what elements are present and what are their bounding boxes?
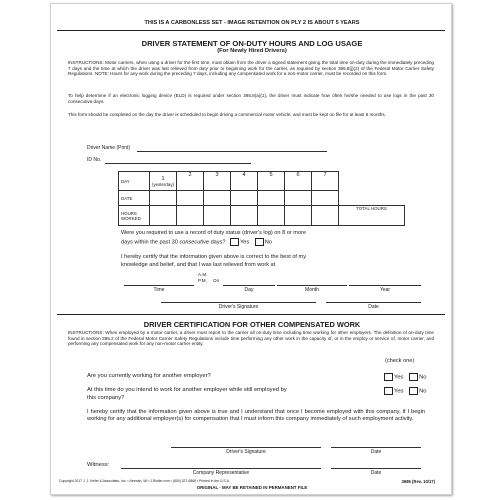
q1-no-label: No [419, 374, 427, 381]
check-one-label: (check one) [385, 358, 415, 364]
driver-signature-line-2[interactable] [171, 447, 321, 448]
witness-label: Witness: [87, 462, 110, 468]
section2-certify: I hereby certify that the information given above is true and I understand that once I become employed with this company, if I begin working for any additional employer(s) for compensation that I must inform this company immediately of such employment activity. [87, 409, 425, 423]
table-spacer [339, 191, 405, 206]
id-no-field[interactable] [105, 163, 251, 164]
date-cell[interactable] [258, 191, 285, 206]
driver-signature-label-1: Driver's Signature [218, 304, 259, 310]
form-number: 3686 (Rev. 10/17) [401, 479, 435, 484]
date-label-3: Date [370, 470, 382, 476]
day-label-2: Day [244, 287, 254, 293]
instructions-paragraph: INSTRUCTIONS: Motor carriers, when using a driver for the first time, must obtain from the driver a signed statement giving the total time on-duty during the immediately preceding 7 days and the time at which the driver was last relieved from duty prior to beginning work for the carrier, as required by section 395.8(j)(2) of the Federal Motor Carrier Safety Regulations. NOTE: Hours for any work during the preceding 7 days, including any compensated work for a non-motor carrier, must be recorded on this form. [68, 60, 434, 77]
day-7-header: 7 [312, 172, 339, 191]
certify-line-1: I hereby certify that the information given above is correct to the best of my [121, 254, 306, 260]
log-no-label: No [264, 239, 272, 246]
month-field[interactable] [277, 285, 347, 286]
question-intend-line-2: this company? [87, 395, 125, 401]
log-question-line-2: days within the past 30 consecutive days? Yes No [121, 239, 272, 246]
question-intend-line-1: At this time do you intend to work for another employer while still employed by [87, 387, 287, 393]
driver-name-field[interactable] [137, 151, 327, 152]
table-spacer [339, 172, 405, 191]
q1-yes-checkbox[interactable] [384, 373, 393, 381]
day-5-header: 5 [258, 172, 285, 191]
completion-paragraph: This form should be completed on the day the driver is scheduled to begin driving a commercial motor vehicle, and must be kept on file for at least 6 months. [68, 112, 386, 117]
section-rule [57, 314, 445, 315]
total-hours-label: TOTAL HOURS [356, 206, 387, 211]
total-hours-cell[interactable] [339, 206, 405, 226]
day-4-header: 4 [231, 172, 258, 191]
year-field[interactable] [349, 285, 421, 286]
driver-signature-line-1[interactable] [161, 302, 316, 303]
top-rule [57, 30, 445, 31]
q2-no-checkbox[interactable] [409, 387, 418, 395]
q2-yes-label: Yes [394, 388, 404, 395]
date-label-1: Date [368, 304, 379, 310]
day-1-header: 1 (yesterday) [150, 172, 177, 191]
time-field[interactable] [124, 285, 194, 286]
form-sheet [50, 3, 452, 495]
driver-signature-label-2: Driver's Signature [226, 449, 266, 455]
log-no-checkbox[interactable] [255, 238, 264, 246]
pm-label: P.M. [198, 278, 207, 283]
date-cell[interactable] [177, 191, 204, 206]
time-label: Time [153, 287, 165, 293]
q1-yes-label: Yes [394, 374, 404, 381]
date-cell[interactable] [312, 191, 339, 206]
hours-worked-label: HOURS WORKED [119, 206, 150, 226]
question-current-employer: Are you currently working for another employer? [87, 373, 211, 379]
log-yes-label: Yes [240, 239, 250, 246]
log-question-line-1: Were you required to use a record of duty status (driver's log) on 8 or more [121, 230, 307, 236]
copyright-text: Copyright 2017 J. J. Keller & Associates, Inc. • Neenah, WI • JJKeller.com • (800) 327-6868 • Printed in the U.S.A. [59, 479, 230, 483]
company-rep-label: Company Representative [192, 470, 250, 476]
date-label: DATE [119, 191, 150, 206]
company-rep-line[interactable] [121, 468, 321, 469]
driver-name-label: Driver Name (Print) [87, 145, 131, 151]
year-label: Year [379, 287, 391, 293]
id-no-label: ID No. [87, 157, 102, 163]
section2-instructions: INSTRUCTIONS: When employed by a motor carrier, a driver must report to the carrier all on-duty time including time working for other employers. The definition of on-duty time found in section 395.2 of the Federal Motor Carrier Safety Regulations include time performing any other work in the capacity of, or in the employ or service of, motor carrier, and performing any compensated work for any non-motor carrier entity. [68, 330, 434, 347]
log-yes-checkbox[interactable] [230, 238, 239, 246]
section2-title: DRIVER CERTIFICATION FOR OTHER COMPENSATED WORK [143, 320, 361, 329]
q2-options [384, 387, 427, 396]
date-cell[interactable] [231, 191, 258, 206]
day-field[interactable] [223, 285, 275, 286]
q1-no-checkbox[interactable] [409, 373, 418, 381]
eld-paragraph: To help determine if an electronic logging device (ELD) is required under section 395.8(a)(1), the driver must indicate how often he/she needed to use logs in the past 30 consecutive days. [68, 93, 434, 104]
hours-cell[interactable] [285, 206, 312, 226]
on-label: On [213, 278, 220, 283]
hours-cell[interactable] [150, 206, 177, 226]
month-label: Month [305, 287, 319, 293]
q2-no-label: No [419, 388, 427, 395]
date-line-2[interactable] [331, 447, 421, 448]
date-label-2: Date [370, 449, 382, 455]
q1-options [384, 373, 427, 382]
date-cell[interactable] [150, 191, 177, 206]
certify-line-2: knowledge and belief, and that I was last relieved from work at [121, 262, 276, 268]
date-cell[interactable] [204, 191, 231, 206]
hours-cell[interactable] [312, 206, 339, 226]
q2-yes-checkbox[interactable] [384, 387, 393, 395]
date-cell[interactable] [285, 191, 312, 206]
am-label: A.M. [198, 272, 208, 277]
hours-cell[interactable] [204, 206, 231, 226]
carbonless-notice: THIS IS A CARBONLESS SET - IMAGE RETENTION ON PLY 2 IS ABOUT 5 YEARS [144, 20, 360, 26]
original-notice: ORIGINAL - MAY BE RETAINED IN PERMANENT FILE [196, 485, 308, 490]
hours-cell[interactable] [177, 206, 204, 226]
day-label: DAY [119, 172, 150, 191]
day-6-header: 6 [285, 172, 312, 191]
day-3-header: 3 [204, 172, 231, 191]
hours-cell[interactable] [231, 206, 258, 226]
hours-cell[interactable] [258, 206, 285, 226]
form-subtitle: (For Newly Hired Drivers) [217, 48, 287, 54]
hours-table [118, 171, 405, 226]
form-title: DRIVER STATEMENT OF ON-DUTY HOURS AND LOG USAGE [141, 39, 363, 48]
day-2-header: 2 [177, 172, 204, 191]
date-line-1[interactable] [326, 302, 421, 303]
date-line-3[interactable] [331, 468, 421, 469]
